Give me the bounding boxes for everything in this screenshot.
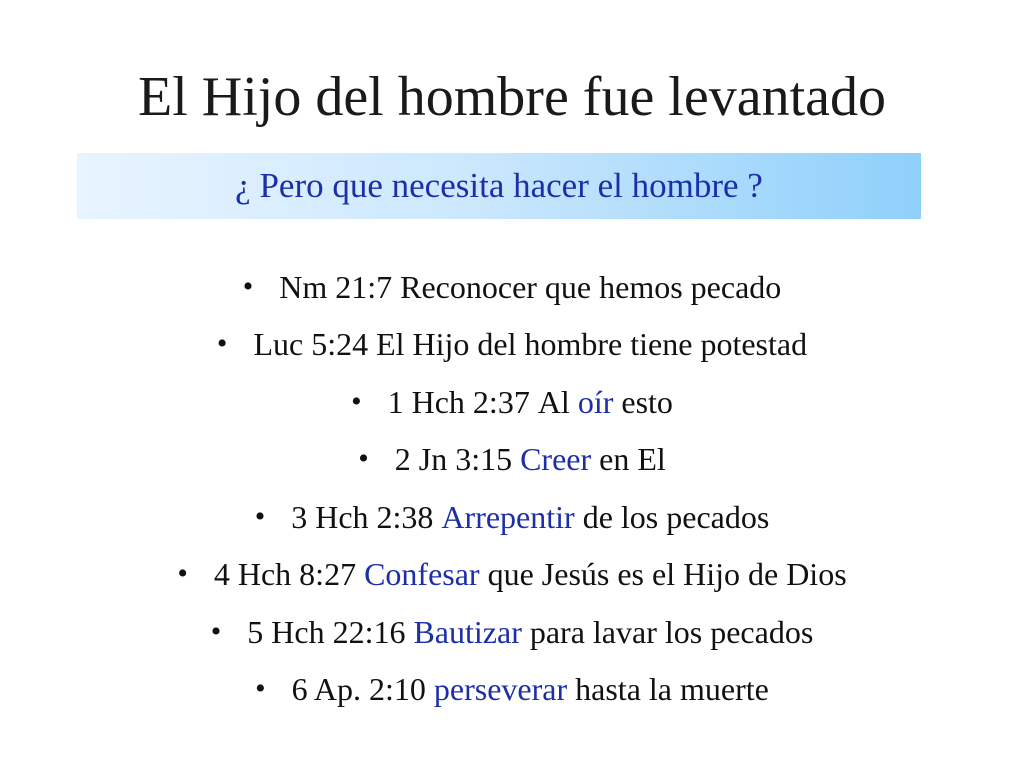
bullet-icon: • <box>255 672 266 706</box>
list-item <box>0 603 1024 661</box>
list-item <box>0 431 1024 489</box>
highlighted-verb: Bautizar <box>413 613 522 650</box>
bullet-text: El Hijo del hombre tiene potestad <box>376 326 808 363</box>
bullet-list <box>0 258 1024 718</box>
bullet-icon: • <box>358 442 369 476</box>
verse-reference: Luc 5:24 <box>253 326 369 363</box>
highlighted-verb: Confesar <box>364 556 480 593</box>
highlighted-verb: oír <box>577 383 614 420</box>
bullet-text: hasta la muerte <box>575 671 769 708</box>
bullet-icon: • <box>177 557 188 591</box>
list-item <box>0 661 1024 719</box>
bullet-icon: • <box>210 614 222 648</box>
verse-reference: 2 Jn 3:15 <box>394 441 513 478</box>
highlighted-verb: Arrepentir <box>441 498 575 535</box>
bullet-icon: • <box>351 384 362 418</box>
verse-reference: 4 Hch 8:27 <box>213 556 357 593</box>
bullet-text: Reconocer que hemos pecado <box>400 268 782 305</box>
bullet-text: para lavar los pecados <box>529 613 814 650</box>
list-item <box>0 316 1024 374</box>
list-item <box>0 373 1024 431</box>
list-item <box>0 258 1024 316</box>
verse-reference: 3 Hch 2:38 <box>291 498 434 535</box>
list-item <box>0 488 1024 546</box>
subtitle-banner <box>77 153 921 219</box>
verse-reference: 6 Ap. 2:10 <box>291 671 426 708</box>
bullet-text: que Jesús es el Hijo de Dios <box>487 556 847 593</box>
bullet-icon: • <box>242 269 254 303</box>
bullet-icon: • <box>216 327 228 361</box>
highlighted-verb: perseverar <box>433 671 568 708</box>
bullet-text: Al <box>537 383 570 420</box>
bullet-text: en El <box>599 441 666 478</box>
bullet-icon: • <box>254 499 266 533</box>
bullet-text: esto <box>621 383 673 420</box>
verse-reference: Nm 21:7 <box>279 268 393 305</box>
verse-reference: 5 Hch 22:16 <box>247 613 406 650</box>
verse-reference: 1 Hch 2:37 <box>387 383 530 420</box>
list-item <box>0 546 1024 604</box>
bullet-text: de los pecados <box>582 498 770 535</box>
slide-title: El Hijo del hombre fue levantado <box>138 66 886 128</box>
slide-subtitle: ¿ Pero que necesita hacer el hombre ? <box>235 166 763 205</box>
highlighted-verb: Creer <box>520 441 592 478</box>
